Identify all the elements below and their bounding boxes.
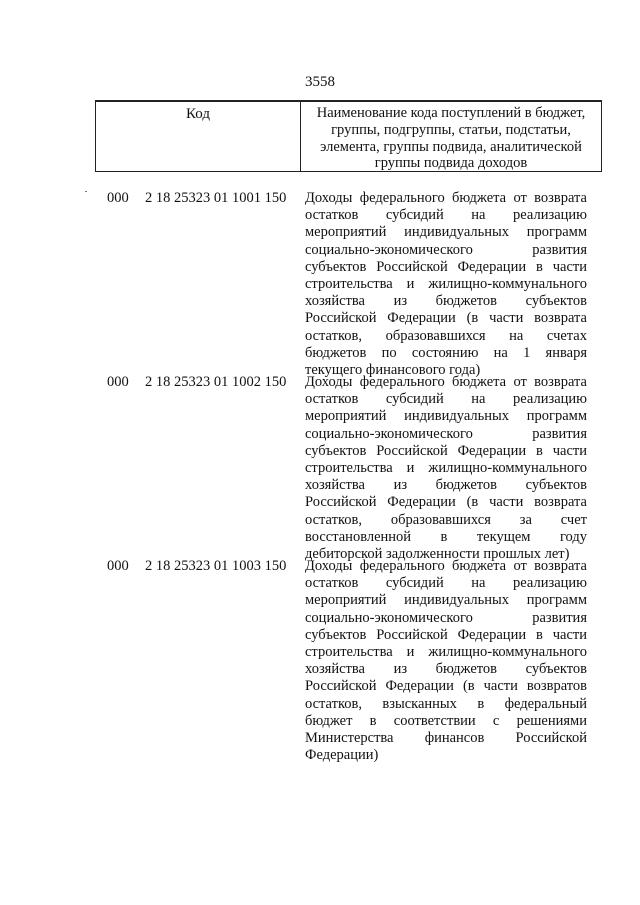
row-budget-code: 2 18 25323 01 1001 150 bbox=[145, 190, 287, 206]
row-budget-code: 2 18 25323 01 1003 150 bbox=[145, 558, 287, 574]
row-description: Доходы федерального бюджета от возврата остатков субсидий на реализацию мероприятий индивидуальных программ социально-экономического развития субъектов Российской Федерации в части строительства и жилищно-коммунального хозяйства из бюджетов субъектов Российской Федерации (в части возврата остатков, образовавшихся за счет восстановленной в текущем году дебиторской задолженности прошлых лет) bbox=[305, 374, 587, 563]
page-number: 3558 bbox=[305, 74, 335, 90]
header-name-column: Наименование кода поступлений в бюджет, группы, подгруппы, статьи, подстатьи, элемента, группы подвида, аналитической группы подвида доходов bbox=[316, 105, 586, 172]
row-description: Доходы федерального бюджета от возврата остатков субсидий на реализацию мероприятий индивидуальных программ социально-экономического развития субъектов Российской Федерации в части строительства и жилищно-коммунального хозяйства из бюджетов субъектов Российской Федерации (в части возврата остатков, образовавшихся на счетах бюджетов по состоянию на 1 января текущего финансового года) bbox=[305, 190, 587, 379]
header-code-column: Код bbox=[96, 102, 301, 171]
margin-mark bbox=[85, 191, 87, 192]
row-admin-code: 000 bbox=[107, 190, 129, 206]
table-header bbox=[95, 100, 602, 172]
row-admin-code: 000 bbox=[107, 374, 129, 390]
row-admin-code: 000 bbox=[107, 558, 129, 574]
row-budget-code: 2 18 25323 01 1002 150 bbox=[145, 374, 287, 390]
row-description: Доходы федерального бюджета от возврата остатков субсидий на реализацию мероприятий индивидуальных программ социально-экономического развития субъектов Российской Федерации в части строительства и жилищно-коммунального хозяйства из бюджетов субъектов Российской Федерации (в части возвратов остатков, взысканных в федеральный бюджет в соответствии с решениями Министерства финансов Российской Федерации) bbox=[305, 558, 587, 764]
